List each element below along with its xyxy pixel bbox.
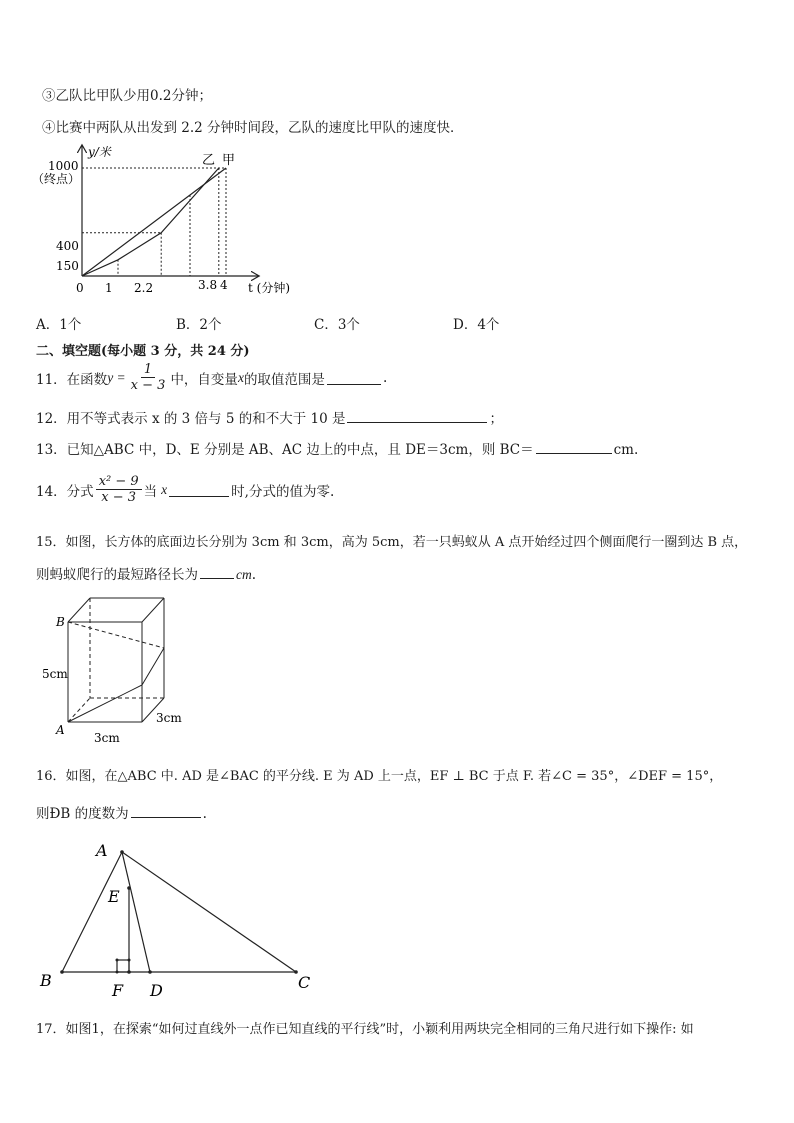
q15-text: 则蚂蚁爬行的最短路径长为 [36,567,198,583]
side-label: 3cm [156,711,182,725]
q15-answer-blank[interactable] [200,565,234,579]
distance-time-graph [30,140,310,302]
question-15-line-2 [36,563,256,583]
series-line-乙 [82,168,219,276]
q16-end: . [202,806,207,822]
q13-text: 13．已知△ABC 中，D、E 分别是 AB、AC 边上的中点，且 DE＝3cm，则 BC＝ [36,442,534,458]
x-tick-0: 0 [76,281,84,295]
vertex-a: A [56,723,65,737]
q14-numerator: x² − 9 [96,474,142,490]
q14-prefix: 14．分式 [36,483,94,500]
label-yi: 乙 [202,153,216,168]
ant-path [68,648,164,722]
q11-y: y = [107,369,126,385]
point-f-label: F [112,981,124,1000]
point-d-label: D [150,981,163,1000]
q14-denominator: x − 3 [101,490,137,505]
label-jia: 甲 [222,153,236,168]
series-lines [82,168,226,276]
q15-unit: cm [236,567,252,582]
q11-denominator: x − 3 [130,378,166,393]
q16-text: 则ÐB 的度数为 [36,806,129,822]
x-axis-label: t (分钟) [248,281,291,295]
y-tick-400: 400 [56,239,79,253]
vertex-b: B [56,615,65,629]
q11-answer-blank[interactable] [327,371,381,385]
q11-middle: 中，自变量 [170,371,238,388]
height-label: 5cm [42,667,68,681]
question-15-line-1: 15．如图，长方体的底面边长分别为 3cm 和 3cm，高为 5cm，若一只蚂蚁从 A 点开始经过四个侧面爬行一圈到达 B 点， [36,535,748,550]
bottom-label: 3cm [94,731,120,745]
x-tick-2.2: 2.2 [134,281,154,295]
x-tick-4: 4 [220,278,228,292]
q11-x: x [237,369,244,385]
y-end-label: 1000 [48,159,79,173]
question-17: 17．如图1，在探索“如何过直线外一点作已知直线的平行线”时，小颖利用两块完全相同的三角尺进行如下操作: 如 [36,1022,694,1037]
q11-end: . [382,369,388,386]
question-16-line-1: 16．如图，在△ABC 中. AD 是∠BAC 的平分线. E 为 AD 上一点，EF ⊥ BC 于点 F. 若∠C = 35°，∠DEF = 15°， [36,769,723,784]
cuboid-figure [36,590,196,750]
section-heading: 二、填空题(每小题 3 分，共 24 分) [36,344,250,359]
q14-fraction [96,474,142,505]
question-13 [36,438,638,458]
triangle-figure [36,836,336,1004]
point-e-label: E [108,887,120,906]
vertex-a-label: A [96,841,108,860]
statement-4: ④比赛中两队从出发到 2.2 分钟时间段，乙队的速度比甲队的速度快． [42,120,464,136]
q12-end: ； [489,411,503,427]
question-11 [36,362,387,393]
q13-end: cm. [613,442,639,458]
y-axis-label: y/米 [88,145,111,159]
q15-end: . [251,567,257,583]
option-d[interactable]: D．4个 [453,317,500,333]
option-c[interactable]: C．3个 [314,317,360,333]
q14-end: 时,分式的值为零. [231,483,335,500]
q16-answer-blank[interactable] [131,804,201,818]
question-12 [36,407,503,427]
q14-middle: 当 [143,483,158,500]
q13-answer-blank[interactable] [536,440,612,454]
q11-fraction [128,362,169,393]
q11-prefix: 11．在函数 [36,371,108,388]
q11-numerator: 1 [141,362,155,378]
option-a[interactable]: A．1个 [36,317,82,333]
y-tick-150: 150 [56,259,79,273]
q12-text: 12．用不等式表示 x 的 3 倍与 5 的和不大于 10 是 [36,411,346,427]
x-tick-3.8: 3.8 [198,278,218,292]
question-14 [36,474,334,505]
vertex-c-label: C [298,973,311,992]
vertex-b-label: B [40,971,52,990]
q14-x: x [161,481,168,497]
option-b[interactable]: B．2个 [176,317,222,333]
q11-suffix: 的取值范围是 [243,371,325,388]
q14-answer-blank[interactable] [169,483,229,497]
q12-answer-blank[interactable] [347,409,487,423]
y-end-note: （终点） [32,172,81,186]
question-16-line-2 [36,802,207,822]
statement-3: ③乙队比甲队少用0.2分钟； [42,88,212,104]
x-tick-1: 1 [105,281,113,295]
